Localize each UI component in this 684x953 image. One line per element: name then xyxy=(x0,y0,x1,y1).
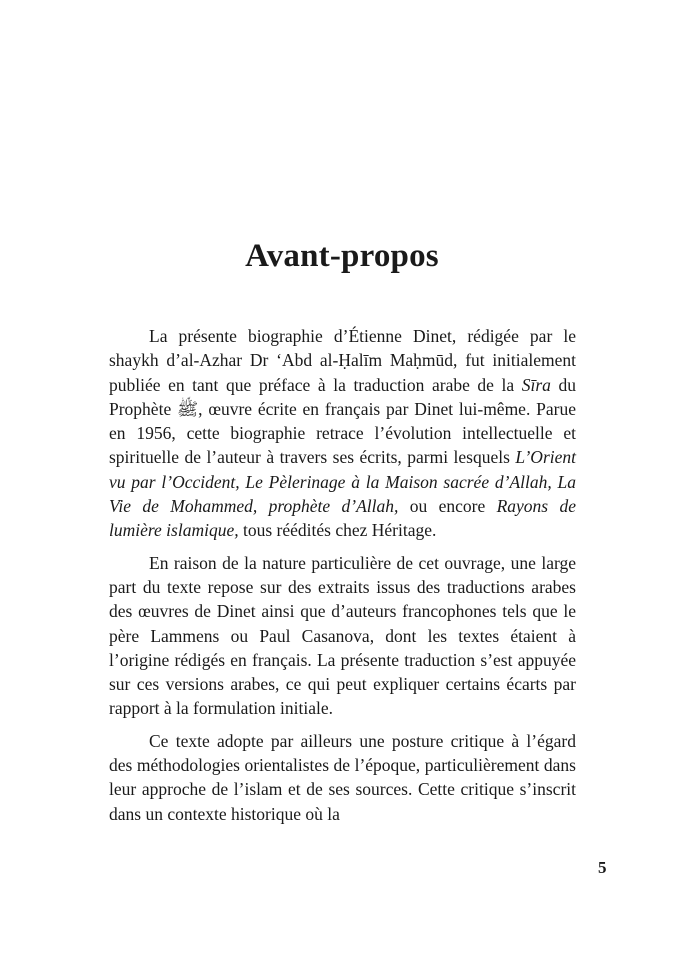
page-title: Avant-propos xyxy=(245,238,439,274)
paragraph-1-segment: du Prophète ﷺ, œuvre écrite en français par Dinet lui-même. Parue en 1956, cette biographie retrace l’évolution intellectuelle et spirituelle de l’auteur à travers ses écrits, parmi lesquels xyxy=(109,374,576,468)
paragraph-3-segment: Ce texte adopte par ailleurs une posture critique à l’égard des méthodologies orientalistes de l’époque, particulièrement dans leur approche de l’islam et de ses sources. Cette critique s’inscrit dans un contexte historique où la xyxy=(109,730,576,824)
page-number: 5 xyxy=(598,858,607,877)
paragraph-1-segment: La présente biographie d’Étienne Dinet, rédigée par le shaykh d’al-Azhar Dr ‘Abd al-Ḥalīm Maḥmūd, fut initialement publiée en tant que préface à la traduction arabe de la xyxy=(109,326,576,395)
paragraph-1-italic-rayons: Rayons de lumière islamique, xyxy=(109,496,576,541)
paragraph-1-italic-sira: Sīra xyxy=(521,374,551,395)
paragraph-1 xyxy=(109,324,576,543)
paragraph-3 xyxy=(109,729,576,826)
paragraph-1-segment: tous réédités chez Héritage. xyxy=(238,520,437,541)
paragraph-2-segment: En raison de la nature particulière de cet ouvrage, une large part du texte repose sur des extraits issus des traductions arabes des œuvres de Dinet ainsi que d’auteurs francophones tels que le père Lammens ou Paul Casanova, dont les textes étaient à l’origine rédigés en français. La présente traduction s’est appuyée sur ces versions arabes, ce qui peut expliquer certains écarts par rapport à la formulation initiale. xyxy=(109,552,576,719)
paragraph-1-segment: ou encore xyxy=(398,496,497,517)
paragraph-1-italic-titles: L’Orient vu par l’Occident, Le Pèlerinage à la Maison sacrée d’Allah, La Vie de Mohammed, prophète d’Allah, xyxy=(109,447,576,517)
body-text xyxy=(109,324,576,834)
paragraph-2 xyxy=(109,551,576,721)
